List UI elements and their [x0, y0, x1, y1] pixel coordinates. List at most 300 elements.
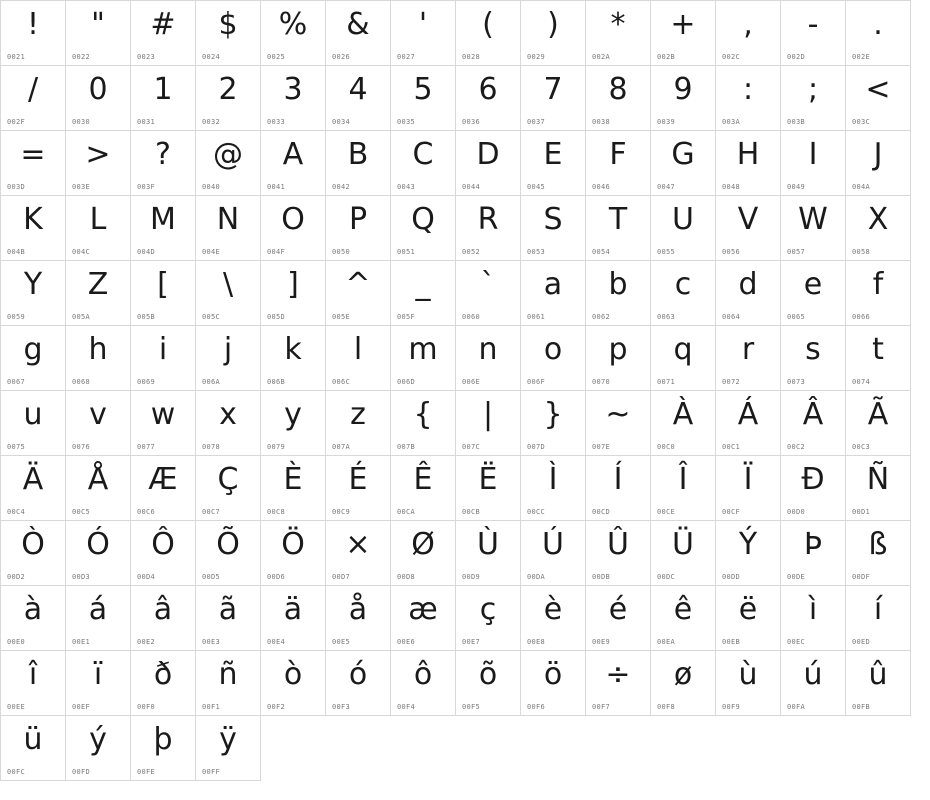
glyph-codepoint: 00D4: [137, 573, 156, 581]
glyph-cell[interactable]: [521, 586, 586, 651]
glyph-cell[interactable]: [846, 1, 911, 66]
glyph-codepoint: 002E: [852, 53, 871, 61]
glyph-character: >: [85, 137, 111, 172]
glyph-codepoint: 00FD: [72, 768, 91, 776]
glyph-cell[interactable]: [391, 391, 456, 456]
glyph-codepoint: 0052: [462, 248, 481, 256]
glyph-character: ;: [807, 72, 819, 107]
glyph-character: t: [872, 332, 884, 367]
glyph-cell[interactable]: [846, 391, 911, 456]
glyph-cell[interactable]: [326, 261, 391, 326]
glyph-cell[interactable]: [131, 261, 196, 326]
glyph-cell[interactable]: [456, 326, 521, 391]
glyph-cell[interactable]: [651, 196, 716, 261]
glyph-codepoint: 0073: [787, 378, 806, 386]
glyph-cell[interactable]: [586, 391, 651, 456]
glyph-codepoint: 0060: [462, 313, 481, 321]
glyph-cell[interactable]: [456, 196, 521, 261]
glyph-character: O: [281, 202, 305, 237]
glyph-codepoint: 00F5: [462, 703, 481, 711]
glyph-cell[interactable]: [586, 66, 651, 131]
glyph-cell[interactable]: [521, 456, 586, 521]
glyph-cell[interactable]: [586, 1, 651, 66]
glyph-codepoint: 007D: [527, 443, 546, 451]
glyph-character: à: [23, 592, 43, 627]
glyph-cell[interactable]: [261, 391, 326, 456]
glyph-cell[interactable]: [781, 1, 846, 66]
glyph-character: ×: [345, 527, 371, 562]
glyph-character: Í: [613, 462, 623, 497]
glyph-cell[interactable]: [521, 131, 586, 196]
glyph-codepoint: 00D0: [787, 508, 806, 516]
glyph-codepoint: 0045: [527, 183, 546, 191]
glyph-character: Ã: [867, 397, 889, 432]
glyph-character: k: [284, 332, 302, 367]
glyph-cell[interactable]: [326, 456, 391, 521]
glyph-character: õ: [478, 657, 498, 692]
glyph-character: y: [284, 397, 302, 432]
glyph-codepoint: 00EB: [722, 638, 741, 646]
glyph-cell[interactable]: [716, 196, 781, 261]
glyph-cell[interactable]: [196, 66, 261, 131]
glyph-character: 6: [478, 72, 498, 107]
glyph-character: q: [673, 332, 693, 367]
glyph-cell[interactable]: [1, 586, 66, 651]
glyph-character: 3: [283, 72, 303, 107]
glyph-cell[interactable]: [66, 456, 131, 521]
glyph-character: H: [736, 137, 760, 172]
glyph-cell[interactable]: [651, 131, 716, 196]
glyph-cell[interactable]: [261, 586, 326, 651]
glyph-character: L: [89, 202, 107, 237]
glyph-codepoint: 00C1: [722, 443, 741, 451]
glyph-cell[interactable]: [1, 651, 66, 716]
glyph-cell[interactable]: [846, 196, 911, 261]
glyph-cell[interactable]: [456, 131, 521, 196]
glyph-cell[interactable]: [716, 391, 781, 456]
glyph-codepoint: 0053: [527, 248, 546, 256]
glyph-cell[interactable]: [586, 261, 651, 326]
glyph-character: Ø: [411, 527, 435, 562]
glyph-codepoint: 00CB: [462, 508, 481, 516]
glyph-cell[interactable]: [716, 521, 781, 586]
glyph-character: þ: [153, 722, 173, 757]
glyph-cell[interactable]: [846, 456, 911, 521]
glyph-cell[interactable]: [716, 456, 781, 521]
glyph-cell[interactable]: [66, 326, 131, 391]
glyph-character: r: [741, 332, 755, 367]
glyph-cell[interactable]: [196, 131, 261, 196]
glyph-cell[interactable]: [781, 456, 846, 521]
glyph-codepoint: 0046: [592, 183, 611, 191]
glyph-character: b: [608, 267, 628, 302]
glyph-cell[interactable]: [651, 456, 716, 521]
glyph-cell[interactable]: [391, 651, 456, 716]
glyph-codepoint: 00E4: [267, 638, 286, 646]
glyph-cell[interactable]: [1, 456, 66, 521]
glyph-cell[interactable]: [391, 456, 456, 521]
glyph-codepoint: 00D5: [202, 573, 221, 581]
glyph-cell[interactable]: [521, 651, 586, 716]
glyph-character: c: [674, 267, 692, 302]
glyph-cell[interactable]: [1, 196, 66, 261]
glyph-cell[interactable]: [1, 716, 66, 781]
glyph-codepoint: 00C3: [852, 443, 871, 451]
glyph-cell[interactable]: [66, 196, 131, 261]
glyph-cell[interactable]: [131, 456, 196, 521]
glyph-cell[interactable]: [66, 716, 131, 781]
glyph-character: *: [610, 7, 626, 42]
glyph-codepoint: 00CD: [592, 508, 611, 516]
glyph-cell[interactable]: [846, 326, 911, 391]
glyph-cell[interactable]: [391, 131, 456, 196]
glyph-codepoint: 00E1: [72, 638, 91, 646]
glyph-cell[interactable]: [456, 66, 521, 131]
glyph-codepoint: 0048: [722, 183, 741, 191]
glyph-cell[interactable]: [586, 651, 651, 716]
glyph-cell[interactable]: [651, 1, 716, 66]
glyph-character: Q: [411, 202, 435, 237]
glyph-character: ä: [283, 592, 303, 627]
glyph-codepoint: 00DC: [657, 573, 676, 581]
glyph-cell[interactable]: [131, 391, 196, 456]
glyph-codepoint: 0039: [657, 118, 676, 126]
glyph-cell[interactable]: [391, 326, 456, 391]
glyph-cell[interactable]: [1, 1, 66, 66]
glyph-character: /: [27, 72, 39, 107]
glyph-cell[interactable]: [651, 521, 716, 586]
glyph-cell[interactable]: [326, 391, 391, 456]
glyph-character: Ö: [281, 527, 305, 562]
glyph-cell[interactable]: [196, 586, 261, 651]
glyph-cell[interactable]: [781, 391, 846, 456]
glyph-character: å: [348, 592, 368, 627]
glyph-character: Ô: [151, 527, 175, 562]
glyph-codepoint: 00CE: [657, 508, 676, 516]
glyph-codepoint: 0028: [462, 53, 481, 61]
glyph-cell[interactable]: [326, 521, 391, 586]
glyph-cell[interactable]: [586, 586, 651, 651]
glyph-character: Ä: [22, 462, 44, 497]
glyph-cell[interactable]: [781, 196, 846, 261]
glyph-cell[interactable]: [131, 131, 196, 196]
glyph-cell[interactable]: [1, 66, 66, 131]
glyph-character: Ú: [542, 527, 564, 562]
glyph-cell[interactable]: [456, 1, 521, 66]
glyph-character: Ý: [738, 527, 758, 562]
glyph-cell[interactable]: [781, 651, 846, 716]
glyph-cell[interactable]: [66, 66, 131, 131]
glyph-cell[interactable]: [66, 131, 131, 196]
glyph-cell[interactable]: [716, 131, 781, 196]
glyph-character: ?: [155, 137, 171, 172]
glyph-cell[interactable]: [261, 651, 326, 716]
glyph-character: f: [872, 267, 884, 302]
glyph-codepoint: 006F: [527, 378, 546, 386]
glyph-character: ý: [89, 722, 107, 757]
glyph-codepoint: 00DA: [527, 573, 546, 581]
glyph-character: 0: [88, 72, 108, 107]
glyph-codepoint: 00FC: [7, 768, 26, 776]
glyph-cell[interactable]: [196, 716, 261, 781]
glyph-cell[interactable]: [781, 261, 846, 326]
glyph-codepoint: 00D3: [72, 573, 91, 581]
glyph-character: A: [282, 137, 304, 172]
glyph-character: #: [150, 7, 176, 42]
glyph-character: Z: [87, 267, 109, 302]
glyph-codepoint: 0026: [332, 53, 351, 61]
glyph-character: {: [413, 397, 433, 432]
glyph-character: B: [347, 137, 369, 172]
glyph-cell[interactable]: [196, 391, 261, 456]
glyph-codepoint: 00FE: [137, 768, 156, 776]
glyph-cell[interactable]: [196, 1, 261, 66]
glyph-cell[interactable]: [131, 196, 196, 261]
glyph-codepoint: 0066: [852, 313, 871, 321]
glyph-cell[interactable]: [781, 326, 846, 391]
glyph-character: ø: [673, 657, 693, 692]
glyph-codepoint: 003A: [722, 118, 741, 126]
glyph-cell[interactable]: [66, 521, 131, 586]
glyph-cell[interactable]: [326, 131, 391, 196]
glyph-cell[interactable]: [326, 586, 391, 651]
glyph-codepoint: 0021: [7, 53, 26, 61]
glyph-codepoint: 00ED: [852, 638, 871, 646]
glyph-cell[interactable]: [586, 521, 651, 586]
glyph-codepoint: 0041: [267, 183, 286, 191]
glyph-character: ß: [868, 527, 888, 562]
glyph-character: ò: [283, 657, 303, 692]
glyph-cell[interactable]: [456, 261, 521, 326]
glyph-cell[interactable]: [196, 326, 261, 391]
glyph-character: [: [157, 267, 169, 302]
glyph-cell[interactable]: [261, 261, 326, 326]
glyph-cell[interactable]: [261, 456, 326, 521]
glyph-cell[interactable]: [846, 586, 911, 651]
glyph-cell[interactable]: [391, 1, 456, 66]
glyph-cell[interactable]: [261, 66, 326, 131]
glyph-cell[interactable]: [456, 456, 521, 521]
glyph-cell[interactable]: [1, 261, 66, 326]
glyph-codepoint: 005C: [202, 313, 221, 321]
glyph-character: R: [477, 202, 499, 237]
glyph-character: p: [608, 332, 628, 367]
glyph-cell[interactable]: [261, 1, 326, 66]
glyph-codepoint: 00C6: [137, 508, 156, 516]
glyph-codepoint: 0037: [527, 118, 546, 126]
glyph-codepoint: 0040: [202, 183, 221, 191]
glyph-cell[interactable]: [586, 196, 651, 261]
glyph-codepoint: 00F3: [332, 703, 351, 711]
glyph-cell[interactable]: [651, 66, 716, 131]
glyph-cell[interactable]: [391, 521, 456, 586]
glyph-cell[interactable]: [326, 651, 391, 716]
glyph-cell[interactable]: [846, 521, 911, 586]
glyph-cell[interactable]: [261, 326, 326, 391]
glyph-cell[interactable]: [66, 586, 131, 651]
glyph-cell[interactable]: [66, 261, 131, 326]
glyph-codepoint: 003F: [137, 183, 156, 191]
glyph-cell[interactable]: [781, 521, 846, 586]
glyph-cell[interactable]: [391, 66, 456, 131]
glyph-cell[interactable]: [651, 651, 716, 716]
glyph-cell[interactable]: [846, 261, 911, 326]
glyph-cell[interactable]: [131, 326, 196, 391]
glyph-codepoint: 00F7: [592, 703, 611, 711]
glyph-character: a: [543, 267, 563, 302]
glyph-cell[interactable]: [521, 66, 586, 131]
glyph-cell[interactable]: [131, 716, 196, 781]
glyph-character: Ù: [477, 527, 499, 562]
glyph-character: ÿ: [219, 722, 237, 757]
glyph-cell[interactable]: [846, 651, 911, 716]
glyph-cell[interactable]: [651, 391, 716, 456]
glyph-codepoint: 005D: [267, 313, 286, 321]
glyph-cell[interactable]: [1, 391, 66, 456]
glyph-cell[interactable]: [521, 261, 586, 326]
glyph-cell[interactable]: [261, 196, 326, 261]
glyph-cell[interactable]: [261, 521, 326, 586]
glyph-cell[interactable]: [651, 261, 716, 326]
glyph-codepoint: 00C0: [657, 443, 676, 451]
glyph-codepoint: 00E6: [397, 638, 416, 646]
glyph-cell[interactable]: [456, 586, 521, 651]
glyph-cell[interactable]: [456, 391, 521, 456]
glyph-character: ê: [673, 592, 693, 627]
glyph-cell[interactable]: [586, 456, 651, 521]
glyph-cell[interactable]: [716, 651, 781, 716]
glyph-cell[interactable]: [196, 651, 261, 716]
glyph-cell[interactable]: [326, 196, 391, 261]
glyph-cell[interactable]: [196, 196, 261, 261]
glyph-cell[interactable]: [1, 521, 66, 586]
glyph-cell[interactable]: [456, 651, 521, 716]
glyph-character: Æ: [148, 462, 178, 497]
glyph-character: <: [865, 72, 891, 107]
glyph-cell[interactable]: [716, 66, 781, 131]
glyph-character: ,: [743, 7, 753, 42]
glyph-codepoint: 007C: [462, 443, 481, 451]
glyph-codepoint: 006C: [332, 378, 351, 386]
glyph-cell[interactable]: [66, 651, 131, 716]
glyph-cell[interactable]: [66, 1, 131, 66]
glyph-cell[interactable]: [66, 391, 131, 456]
glyph-cell[interactable]: [326, 326, 391, 391]
glyph-character: K: [23, 202, 43, 237]
glyph-cell[interactable]: [456, 521, 521, 586]
glyph-cell[interactable]: [781, 131, 846, 196]
glyph-character: U: [672, 202, 694, 237]
glyph-cell[interactable]: [846, 131, 911, 196]
glyph-cell[interactable]: [326, 1, 391, 66]
glyph-character: Ì: [548, 462, 558, 497]
glyph-codepoint: 002B: [657, 53, 676, 61]
glyph-character: o: [543, 332, 563, 367]
glyph-cell[interactable]: [716, 586, 781, 651]
glyph-character: Ñ: [866, 462, 890, 497]
glyph-character: S: [543, 202, 563, 237]
glyph-cell[interactable]: [131, 586, 196, 651]
glyph-cell[interactable]: [1, 131, 66, 196]
glyph-codepoint: 007E: [592, 443, 611, 451]
glyph-cell[interactable]: [651, 326, 716, 391]
glyph-codepoint: 00F2: [267, 703, 286, 711]
glyph-codepoint: 0070: [592, 378, 611, 386]
glyph-cell[interactable]: [391, 196, 456, 261]
glyph-cell[interactable]: [846, 66, 911, 131]
glyph-codepoint: 00C2: [787, 443, 806, 451]
glyph-codepoint: 006A: [202, 378, 221, 386]
glyph-cell[interactable]: [651, 586, 716, 651]
glyph-cell[interactable]: [131, 521, 196, 586]
glyph-codepoint: 0062: [592, 313, 611, 321]
glyph-character: W: [798, 202, 828, 237]
glyph-character: }: [543, 397, 563, 432]
glyph-cell[interactable]: [391, 261, 456, 326]
glyph-character: w: [150, 397, 176, 432]
glyph-cell[interactable]: [196, 456, 261, 521]
glyph-codepoint: 00E8: [527, 638, 546, 646]
glyph-codepoint: 0027: [397, 53, 416, 61]
glyph-cell[interactable]: [131, 1, 196, 66]
glyph-cell[interactable]: [131, 66, 196, 131]
glyph-cell[interactable]: [196, 521, 261, 586]
glyph-cell[interactable]: [391, 586, 456, 651]
glyph-cell[interactable]: [521, 326, 586, 391]
glyph-cell[interactable]: [716, 261, 781, 326]
glyph-character: j: [223, 332, 233, 367]
glyph-character: 9: [673, 72, 693, 107]
glyph-character: Þ: [803, 527, 823, 562]
glyph-cell[interactable]: [781, 586, 846, 651]
glyph-cell[interactable]: [586, 326, 651, 391]
glyph-codepoint: 0035: [397, 118, 416, 126]
glyph-codepoint: 0054: [592, 248, 611, 256]
glyph-cell[interactable]: [1, 326, 66, 391]
glyph-codepoint: 0023: [137, 53, 156, 61]
glyph-character: X: [867, 202, 889, 237]
glyph-character: g: [23, 332, 43, 367]
glyph-character: Á: [737, 397, 759, 432]
glyph-cell[interactable]: [131, 651, 196, 716]
glyph-character: 1: [153, 72, 173, 107]
glyph-cell[interactable]: [261, 131, 326, 196]
glyph-codepoint: 00F9: [722, 703, 741, 711]
glyph-character: i: [158, 332, 168, 367]
glyph-cell[interactable]: [521, 196, 586, 261]
glyph-cell[interactable]: [586, 131, 651, 196]
glyph-cell[interactable]: [781, 66, 846, 131]
glyph-cell[interactable]: [196, 261, 261, 326]
glyph-cell[interactable]: [716, 1, 781, 66]
glyph-codepoint: 0032: [202, 118, 221, 126]
glyph-cell[interactable]: [521, 1, 586, 66]
glyph-cell[interactable]: [716, 326, 781, 391]
glyph-character: $: [218, 7, 238, 42]
glyph-codepoint: 003C: [852, 118, 871, 126]
glyph-codepoint: 0042: [332, 183, 351, 191]
glyph-cell[interactable]: [521, 521, 586, 586]
glyph-character: é: [608, 592, 628, 627]
glyph-cell[interactable]: [521, 391, 586, 456]
glyph-codepoint: 0077: [137, 443, 156, 451]
glyph-codepoint: 0030: [72, 118, 91, 126]
glyph-cell[interactable]: [326, 66, 391, 131]
glyph-character: ú: [803, 657, 823, 692]
glyph-codepoint: 0051: [397, 248, 416, 256]
glyph-codepoint: 00D7: [332, 573, 351, 581]
glyph-character: D: [476, 137, 500, 172]
